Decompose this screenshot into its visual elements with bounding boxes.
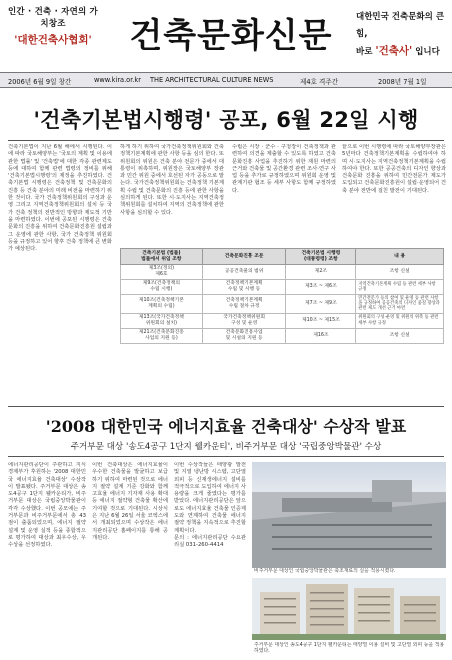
table-row <box>121 265 444 280</box>
slogan-left-line1: 인간 · 건축 · 자연의 가치창조 <box>8 7 98 29</box>
table-cell: 제2조 <box>286 265 356 280</box>
website-url[interactable]: www.kira.or.kr <box>94 76 141 84</box>
apartment-photo-illustration <box>252 578 446 640</box>
museum-photo <box>252 462 446 568</box>
table-cell: 지역건축기본계획 수립 등 관련 세부 사항 규정 <box>356 280 444 295</box>
table-cell: 제21조(건축문화진흥 사업의 지원 등) <box>121 328 203 343</box>
photo1-caption: 비주거부문 대상인 국립중앙박물관은 축조재료의 실을 적용시켰다. <box>254 568 396 574</box>
slogan-right-pre: 바로 <box>356 47 376 57</box>
publication-date: 2008년 7월 1일 <box>378 78 427 86</box>
article1-column-4: 끝으로 이번 시행령에 따라 국토해양부장관은 5년마다 건축정책기본계획을 수립하여야 하며 시·도지사는 지역건축정책기본계획을 수립하여야 한다. 또한 공공건축의 디자인 향상과 건축문화 진흥을 위하여 민간전문가 제도가 도입되고 건축문화진흥원이 설립·운영되어 건축 분야 전반에 걸친 발전이 기대된다. <box>342 144 446 194</box>
article1-column-1: 건축기본법이 지난 6월 해에서 시행된다. 이에 따라 국토해양부는 '국토의 계획 및 이용에 관한 법률' 및 '건축법'에 대한 각종 관련제도 등에 대하여 함께 관련 법령의 정비를 위해 '건축기본법시행령'의 제정을 추진하였다. 건축기본법 시행령은 건축정책 및 건축문화의 진흥 등 건축 분야의 미래 비전을 마련하기 위한 것이다. 국가 건축정책위원회의 구성과 운영 그리고 지역건축정책위원회의 설치 등 국가 건축 정책의 전반적인 방향과 제도적 기반을 마련하였다. 이번에 공포된 시행령은 건축문화의 진흥을 위하여 건축문화진흥원 설립과 그 운영에 관한 사항, 국가 건축정책 위원회 등을 규정하고 있어 향후 건축 정책에 큰 변화가 예상된다. <box>8 144 112 253</box>
section-divider <box>8 406 444 407</box>
divider <box>8 456 444 457</box>
table-cell: 제3조 ~ 제6조 <box>286 280 356 295</box>
table-cell: 제3조(정의) 제6호 <box>121 265 203 280</box>
slogan-right-post: 입니다 <box>412 47 440 57</box>
apartment-photo <box>252 578 446 640</box>
slogan-left <box>6 5 100 47</box>
table-row <box>121 295 444 314</box>
article1-headline: '건축기본법시행령' 공포, 6월 22일 시행 <box>33 108 419 132</box>
table-cell: 건축문화진흥사업 및 시설의 지원 등 <box>202 328 286 343</box>
law-table-header-cell: 건축문화진흥 조문 <box>202 249 286 265</box>
english-title: THE ARCHITECTURAL CULTURE NEWS <box>150 76 274 84</box>
article2-headline: '2008 대한민국 에너지효율 건축대상' 수상작 발표 <box>45 417 407 436</box>
law-table-header <box>121 249 444 265</box>
law-table <box>120 248 444 344</box>
article2-column-2: 이번 건축대상은 에너지효율이 우수한 건축물을 발굴하고 보급하기 위하여 마련된 것으로 에너지 절약 설계 기준 강화와 함께 고효율 에너지 기자재 사용 확대 등 에너지 절약형 건축물 확산에 기여할 것으로 기대된다. 시상식은 지난 6월 26일 서울 코엑스에서 개최되었으며 수상작은 에너지관리공단 홈페이지를 통해 공개된다. <box>92 462 168 541</box>
divider <box>8 140 444 141</box>
table-cell: 제16조 <box>286 328 356 343</box>
issue-number: 제4호 격주간 <box>300 78 339 86</box>
slogan-right-highlight: '건축사' <box>375 45 413 57</box>
table-cell: 조항 신설 <box>356 328 444 343</box>
table-cell: 민간전문가 등의 참여 및 운영 등 관련 사항을 규정하여 공공건축의 디자인 품질 향상과 관련 제도 개선 근거 마련 <box>356 295 444 314</box>
table-cell: 국가건축정책위원회 구성 및 운영 <box>202 313 286 328</box>
table-cell: 제10조 ~ 제15조 <box>286 313 356 328</box>
table-cell: 건축정책기본계획 수립 및 시행 등 <box>202 280 286 295</box>
founding-date: 2006년 6월 9일 창간 <box>8 78 72 86</box>
law-table-header-cell: 건축기본법 (법률) 법률에서 위임 조항 <box>121 249 203 265</box>
info-bar <box>0 72 452 88</box>
table-row <box>121 328 444 343</box>
article2-column-3: 이번 수상작들은 태양광 발전 및 지열 냉난방 시스템, 고단열 외피 등 신재생에너지 설비를 적극적으로 도입하여 에너지 사용량을 크게 줄였다는 평가를 받았다. 에너지관리공단은 앞으로도 에너지효율 건축물 인증제도와 연계하여 건축물 에너지 절약 정책을 지속적으로 추진할 계획이다. 문의 : 에너지관리공단 수요관리실 031-260-4414 <box>174 462 246 549</box>
table-cell: 제10조(건축정책기본 계획의 수립) <box>121 295 203 314</box>
table-row <box>121 280 444 295</box>
photo2-caption: 주거부문 대상인 송도4공구 1단지 웰카운티는 태양열 이용 설비 및 고단열 외피 등을 적용하였다. <box>254 642 445 655</box>
article2-subheadline: 주거부문 대상 '송도4공구 1단지 웰카운티', 비주거부문 대상 '국립중앙박물관' 수상 <box>70 442 382 452</box>
masthead <box>0 0 452 72</box>
table-cell: 제13조(국가건축정책 위원회의 설치) <box>121 313 203 328</box>
museum-photo-illustration <box>252 462 446 568</box>
article1-column-2: 하게 하기 위하여 국가건축정책위원회와 건축정책기본계획에 관한 사항 등을 심의 한다. 또 위원회의 위원은 건축 분야 전문가 중에서 대통령이 위촉하며, 위원장은 국토해양부 장관과 민간 위원 중에서 호선된 자가 공동으로 맡는다. 국가건축정책위원회는 건축정책 기본계획 수립 및 건축문화의 진흥 등에 관한 사항을 심의하게 된다. 또한 시·도지사는 지역건축정책위원회를 설치하여 지역의 건축정책에 관한 사항을 심의할 수 있다. <box>120 144 224 216</box>
law-table-header-cell: 내 용 <box>356 249 444 265</box>
article2-column-1: 에너지관리공단이 주관하고 지식경제부가 후원하는 '2008 대한민국 에너지효율 건축대상' 수상작이 발표됐다. 주거부문 대상은 송도4공구 1단지 웰카운티가, 비주거부문 대상은 국립중앙박물관이 각각 수상했다. 이번 공모에는 주거부문과 비주거부문에서 총 43점이 출품되었으며, 에너지 절약 설계 및 운영 실적 등을 종합적으로 평가하여 대상과 최우수상, 우수상을 선정하였다. <box>8 462 86 549</box>
table-cell: 공공건축물의 범위 <box>202 265 286 280</box>
table-cell: 위원회의 구성·운영 및 위원의 위촉 등 관련 세부 사항 규정 <box>356 313 444 328</box>
slogan-right-line2 <box>356 43 448 61</box>
table-row <box>121 313 444 328</box>
table-cell: 조항 신설 <box>356 265 444 280</box>
newspaper-title: 건축문화신문 <box>129 16 333 56</box>
slogan-left-line2: '대한건축사협회' <box>14 34 92 46</box>
slogan-right-line1: 대한민국 건축문화의 큰 힘, <box>356 12 445 39</box>
table-cell: 제7조 ~ 제9조 <box>286 295 356 314</box>
table-cell: 건축정책기본계획 수립 절차 규정 <box>202 295 286 314</box>
law-table-header-cell: 건축기본법 시행령 (대통령령) 조항 <box>286 249 356 265</box>
slogan-right <box>356 9 448 61</box>
article1-column-3: 수립은 시장 · 군수 · 구청장이 건축정책과 관련하여 의견을 제출할 수 있도록 하였고 건축문화진흥 사업을 추진하기 위한 재원 마련의 근거와 건축물 및 공간환경 관련 조사·연구 사업 등을 추가로 규정하였으며 위원회 운영 및 관계기관 협조 등 세부 사항도 함께 규정하였다. <box>232 144 336 194</box>
table-cell: 제9조(건축정책의 수립 시행) <box>121 280 203 295</box>
